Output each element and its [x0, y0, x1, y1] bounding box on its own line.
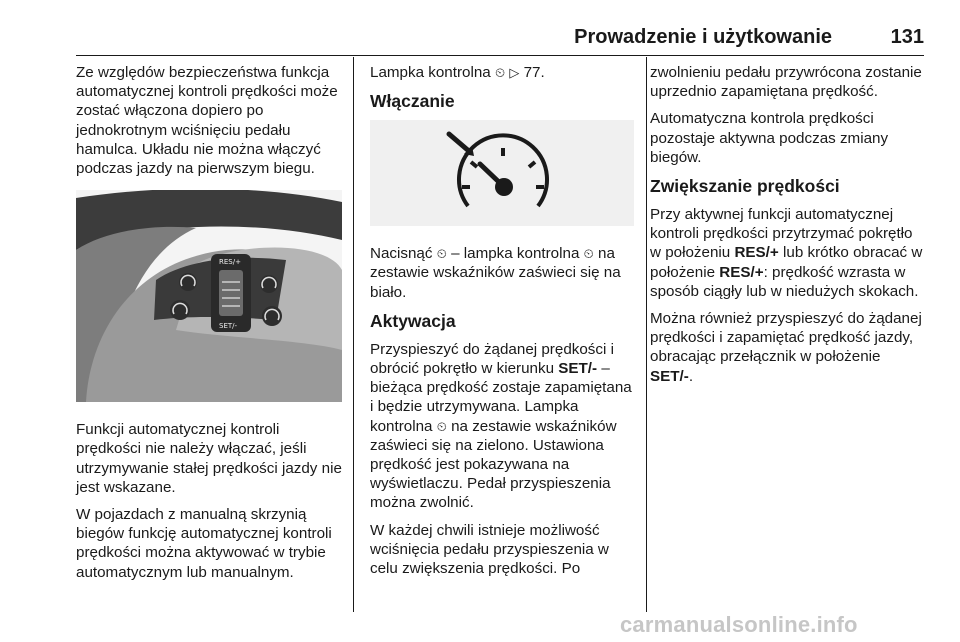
enable-text-2: – lampka kontrolna: [451, 245, 580, 263]
set-label: SET/-: [219, 322, 238, 331]
page-number: 131: [890, 26, 924, 48]
cruise-control-icon: ⏲: [436, 246, 447, 262]
safety-paragraph: Ze względów bezpieczeństwa funkcja automatycznej kontroli prędkości może zostać włączona dopiero po jednokrotnym wciśnięciu pedału hamulca. Układu nie można włączyć podczas jazdy na pierwszym biegu.: [76, 64, 338, 178]
column-divider-2: [646, 57, 647, 612]
cruise-control-icon: ⏲: [583, 246, 594, 262]
cruise-control-icon: ⏲: [494, 65, 506, 80]
section-heading-increase: Zwiększanie prędkości: [650, 176, 840, 197]
steering-wheel-controls-image: [76, 190, 342, 402]
accelerate-paragraph: W każdej chwili istnieje możliwość wciśnięcia pedału przyspieszenia w celu zwiększenia prędkości. Po: [370, 521, 609, 578]
enable-text-1: Nacisnąć: [370, 245, 433, 263]
restore-speed-paragraph: zwolnieniu pedału przywrócona zostanie uprzednio zapamiętana prędkość.: [650, 64, 922, 101]
gear-change-paragraph: Automatyczna kontrola prędkości pozostaje aktywna podczas zmiany biegów.: [650, 110, 889, 166]
column-2: [370, 63, 636, 586]
activate-text-1: Przyspieszyć do żądanej prędkości i obrócić pokrętło w kierunku: [370, 340, 614, 378]
manual-gearbox-paragraph: W pojazdach z manualną skrzynią biegów funkcję automatycznej kontroli prędkości można aktywować w trybie automatycznym lub manualnym.: [76, 506, 332, 581]
activate-text-3: na zestawie wskaźników zaświeci się na zielono. Ustawiona prędkość jest pokazywana na wyświetlaczu. Pedał przyspieszenia można zwolnić.: [370, 417, 617, 512]
increase-text-3: : prędkość wzrasta w sposób ciągły lub w niedużych skokach.: [650, 263, 919, 300]
res-label: RES/+: [219, 258, 241, 267]
set-keyword: SET/-: [650, 367, 689, 385]
section-heading-enable: Włączanie: [370, 91, 455, 112]
page-reference-icon: ▷: [509, 65, 520, 80]
store-speed-text: Można również przyspieszyć do żądanej prędkości i zapamiętać prędkość jazdy, obracając przełącznik w położenie: [650, 310, 922, 366]
indicator-reference: [370, 63, 636, 82]
column-1: [76, 63, 342, 590]
increase-text-2: lub krótko obracać w położenie: [650, 244, 923, 281]
cruise-control-button-image: [370, 120, 634, 226]
page-title: Prowadzenie i użytkowanie: [574, 26, 832, 48]
header-divider: [76, 55, 924, 56]
enable-paragraph: [370, 244, 636, 302]
page-header: [76, 26, 924, 52]
store-speed-end: .: [688, 367, 694, 385]
cruise-control-icon: ⏲: [436, 418, 447, 434]
section-heading-activate: Aktywacja: [370, 310, 456, 331]
column-3: [650, 63, 925, 394]
enable-text-3: na zestawie wskaźników zaświeci się na biało.: [370, 245, 621, 301]
res-keyword: RES/+: [719, 263, 764, 281]
set-keyword: SET/-: [558, 360, 598, 378]
warning-paragraph: Funkcji automatycznej kontroli prędkości nie należy włączać, jeśli utrzymywanie stałej prędkości jazdy nie jest wskazane.: [76, 421, 342, 496]
activate-paragraph: [370, 340, 636, 513]
increase-text-1: Przy aktywnej funkcji automatycznej kontroli prędkości przytrzymać pokrętło w położeniu: [650, 206, 913, 262]
indicator-reference-page: 77.: [523, 64, 545, 81]
increase-paragraph: [650, 205, 925, 301]
watermark: carmanualsonline.info: [620, 612, 858, 637]
activate-text-2: – bieżąca prędkość zostaje zapamiętana i będzie utrzymywana. Lampka kontrolna: [370, 360, 632, 435]
indicator-reference-text: Lampka kontrolna: [370, 64, 491, 81]
res-keyword: RES/+: [734, 244, 779, 262]
column-divider-1: [353, 57, 354, 612]
store-speed-paragraph: [650, 309, 925, 386]
